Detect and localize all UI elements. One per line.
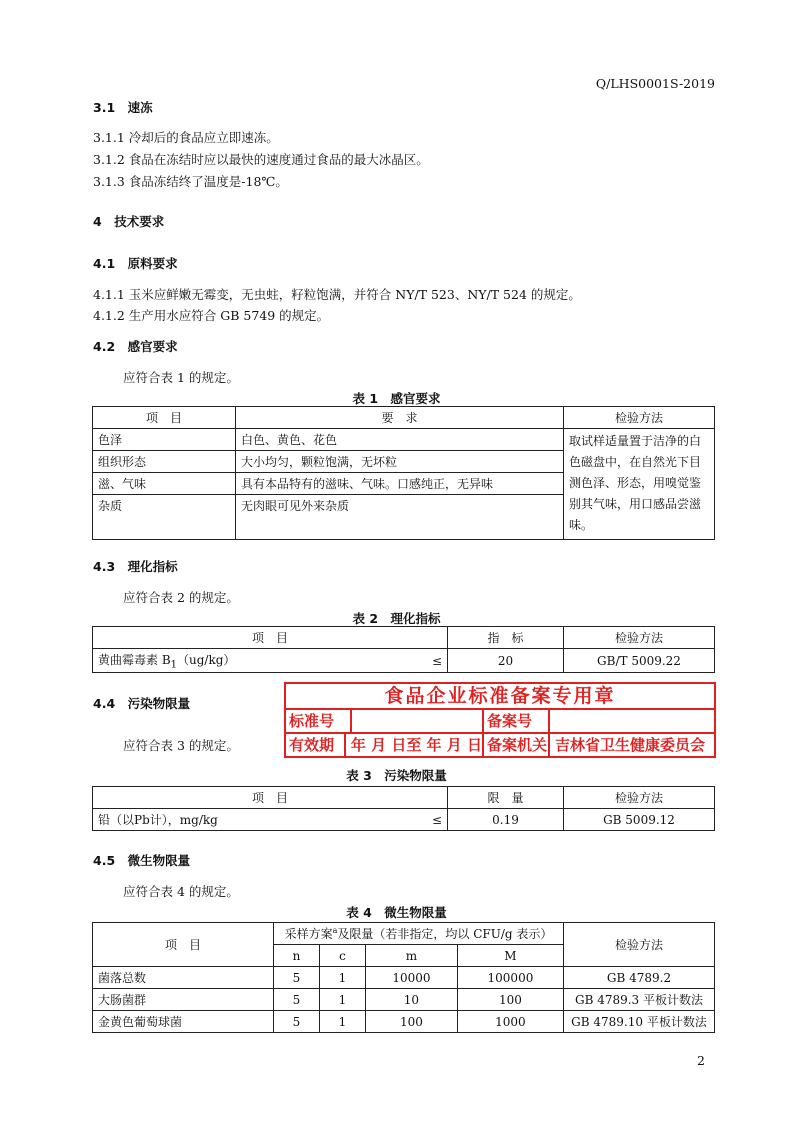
header-cell: 检验方法 (564, 923, 715, 967)
cell: GB 4789.10 平板计数法 (564, 1011, 715, 1033)
cell: 1 (320, 1011, 366, 1033)
cell: 10 (366, 989, 458, 1011)
clause: 3.1.1 冷却后的食品应立即速冻。 (93, 130, 279, 145)
stamp-label: 备案号 (484, 710, 550, 732)
header-cell: 指 标 (448, 627, 564, 649)
cell: 20 (448, 649, 564, 673)
header-cell: M (457, 945, 563, 967)
header-cell: c (320, 945, 366, 967)
header-cell: 检验方法 (564, 627, 715, 649)
cell: GB 5009.12 (564, 809, 715, 831)
header-cell: 采样方案 (284, 927, 333, 941)
header-cell: 项 目 (93, 627, 448, 649)
section-title: 4 技术要求 (93, 214, 165, 229)
section-title: 4.3 理化指标 (93, 559, 178, 574)
table-row (93, 649, 715, 673)
header-cell: 项 目 (93, 923, 274, 967)
physchem-table (92, 626, 715, 673)
cell: GB 4789.2 (564, 967, 715, 989)
header-cell: m (366, 945, 458, 967)
intro: 应符合表 2 的规定。 (123, 590, 239, 605)
header-cell: 要 求 (236, 407, 564, 429)
subscript: 1 (170, 659, 178, 671)
cell: 5 (274, 989, 320, 1011)
cell: 1000 (457, 1011, 563, 1033)
table-row (93, 989, 715, 1011)
intro: 应符合表 3 的规定。 (123, 738, 239, 753)
cell: 100 (366, 1011, 458, 1033)
header-cell: 检验方法 (564, 407, 715, 429)
cell: 组织形态 (93, 451, 236, 473)
header-cell: 项 目 (93, 787, 448, 809)
section-title: 4.4 污染物限量 (93, 696, 191, 711)
cell: ≤ (417, 649, 448, 673)
cell: 1 (320, 967, 366, 989)
table-caption: 表 2 理化指标 (352, 611, 441, 626)
section-title: 4.1 原料要求 (93, 256, 178, 271)
table-row (93, 967, 715, 989)
stamp-value: 吉林省卫生健康委员会 (555, 736, 706, 754)
cell: 滋、气味 (93, 473, 236, 495)
table-caption: 表 3 污染物限量 (346, 768, 447, 783)
table-caption: 表 1 感官要求 (352, 391, 441, 406)
header-cell: 及限量（若非指定，均以 CFU/g 表示） (337, 927, 553, 941)
clause: 4.1.2 生产用水应符合 GB 5749 的规定。 (93, 308, 330, 323)
microbe-table (92, 922, 715, 1033)
method-cell: 取试样适量置于洁净的白色磁盘中，在自然光下目测色泽、形态，用嗅觉鉴别其气味，用口感品尝滋味。 (564, 429, 715, 540)
intro: 应符合表 4 的规定。 (123, 884, 239, 899)
table-caption: 表 4 微生物限量 (346, 905, 447, 920)
header-cell: 检验方法 (564, 787, 715, 809)
cell: 5 (274, 967, 320, 989)
page-number: 2 (697, 1053, 705, 1068)
cell: GB/T 5009.22 (564, 649, 715, 673)
stamp-label: 有效期 (286, 734, 346, 756)
cell: 无肉眼可见外来杂质 (236, 495, 564, 540)
cell: 100 (457, 989, 563, 1011)
filing-stamp (284, 682, 716, 758)
stamp-value: 年 月 日至 年 月 日 (350, 736, 482, 754)
table-row (93, 429, 715, 451)
cell: 大小均匀，颗粒饱满，无坏粒 (236, 451, 564, 473)
contaminant-table (92, 786, 715, 831)
section-title: 4.2 感官要求 (93, 339, 178, 354)
cell: 100000 (457, 967, 563, 989)
header-cell: 项 目 (93, 407, 236, 429)
unit: （ug/kg） (177, 653, 236, 667)
section-title: 3.1 速冻 (93, 100, 153, 115)
doc-code: Q/LHS0001S-2019 (595, 76, 715, 91)
stamp-title: 食品企业标准备案专用章 (286, 684, 714, 710)
clause: 3.1.2 食品在冻结时应以最快的速度通过食品的最大冰晶区。 (93, 152, 429, 167)
cell: 10000 (366, 967, 458, 989)
cell: 菌落总数 (93, 967, 274, 989)
clause: 3.1.3 食品冻结终了温度是-18℃。 (93, 174, 288, 189)
table-row (93, 809, 715, 831)
clause: 4.1.1 玉米应鲜嫩无霉变，无虫蛀，籽粒饱满，并符合 NY/T 523、NY/T 524 的规定。 (93, 287, 581, 302)
cell: 色泽 (93, 429, 236, 451)
header-cell: n (274, 945, 320, 967)
header-cell: 限 量 (448, 787, 564, 809)
cell: 铅（以Pb计），mg/kg (93, 809, 418, 831)
cell: 大肠菌群 (93, 989, 274, 1011)
footnote-mark: a (332, 926, 338, 935)
stamp-label: 备案机关 (484, 734, 550, 756)
cell: 5 (274, 1011, 320, 1033)
cell: ≤ (417, 809, 448, 831)
cell: 白色、黄色、花色 (236, 429, 564, 451)
cell: 具有本品特有的滋味、气味。口感纯正，无异味 (236, 473, 564, 495)
sensory-table (92, 406, 715, 540)
cell: 金黄色葡萄球菌 (93, 1011, 274, 1033)
intro: 应符合表 1 的规定。 (123, 370, 239, 385)
cell: 1 (320, 989, 366, 1011)
cell: 黄曲霉毒素 B (98, 653, 171, 667)
table-row (93, 1011, 715, 1033)
stamp-label: 标准号 (286, 710, 352, 732)
cell: GB 4789.3 平板计数法 (564, 989, 715, 1011)
cell: 0.19 (448, 809, 564, 831)
section-title: 4.5 微生物限量 (93, 853, 191, 868)
cell: 杂质 (93, 495, 236, 540)
